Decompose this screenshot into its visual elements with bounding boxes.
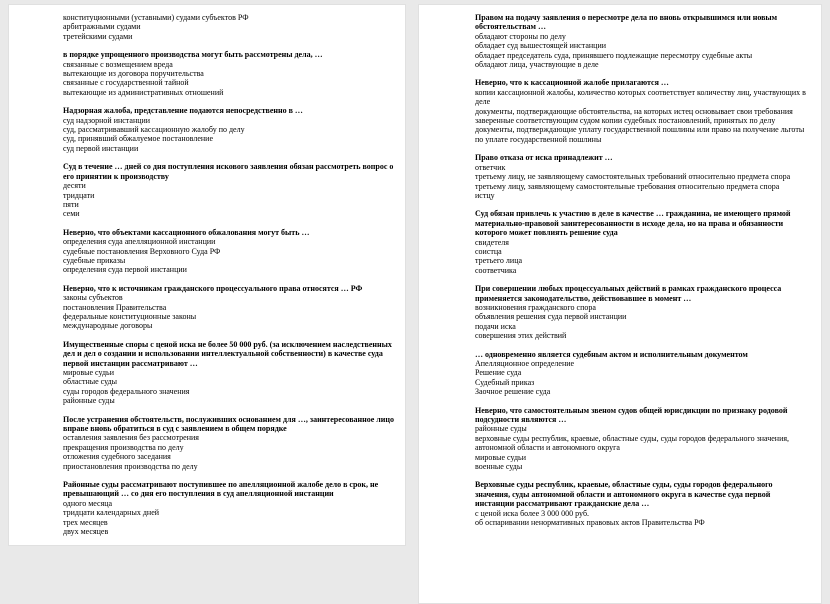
question-text: Надзорная жалоба, представление подаются непосредственно в … xyxy=(63,106,303,116)
answer-option: третейскими судами xyxy=(63,31,133,41)
question-block xyxy=(475,209,809,275)
answer-option: суд надзорной инстанции xyxy=(63,115,151,125)
answer-option: об оспаривании ненормативных правовых актов Правительства РФ xyxy=(475,518,705,528)
answer-option: приостановления производства по делу xyxy=(63,461,198,471)
answer-option: соответчика xyxy=(475,265,517,275)
answer-option: свидетеля xyxy=(475,237,509,247)
answer-option: обладает председатель суда, принявшего подлежащие пересмотру судебные акты xyxy=(475,50,753,60)
answer-option: конституционными (уставными) судами субъектов РФ xyxy=(63,13,249,22)
question-block xyxy=(63,284,395,331)
answer-option: совершения этих действий xyxy=(475,331,567,341)
answer-option: Апелляционное определение xyxy=(475,359,575,368)
answer-option: судебные постановления Верховного Суда РФ xyxy=(63,246,221,256)
answer-option: законы субъектов xyxy=(63,293,123,303)
question-block xyxy=(63,106,395,153)
question-block xyxy=(63,162,395,218)
question-text: При совершении любых процессуальных действий в рамках гражданского процесса применяется законодательство, действовавшее в момент … xyxy=(475,284,782,303)
document-page-right xyxy=(418,4,822,604)
answer-option: истцу xyxy=(475,190,495,200)
question-text: Верховные суды республик, краевые, областные суды, суды городов федерального значения, суды автономной области и автономного округа в качестве суда первой инстанции рассматривают гражданские дела … xyxy=(475,480,773,509)
question-block xyxy=(475,406,809,472)
answer-option: третьему лицу, не заявляющему самостоятельных требований относительно предмета спора xyxy=(475,172,791,182)
answer-option: с ценой иска более 3 000 000 руб. xyxy=(475,508,590,518)
answer-option: семи xyxy=(63,209,80,219)
answer-option: вытекающие из договора поручительства xyxy=(63,69,204,79)
question-block xyxy=(63,340,395,406)
answer-option: суды городов федерального значения xyxy=(63,386,190,396)
question-block xyxy=(475,13,809,69)
answer-option: подачи иска xyxy=(475,321,516,331)
answer-option: областные суды xyxy=(63,377,118,387)
answer-option: третьему лицу, заявляющему самостоятельные требования относительно предмета спора xyxy=(475,181,780,191)
answer-option: одного месяца xyxy=(63,498,113,508)
answer-option: вытекающие из административных отношений xyxy=(63,87,224,97)
answer-option: объявления решения суда первой инстанции xyxy=(475,312,627,322)
question-text: в порядке упрощенного производства могут быть рассмотрены дела, … xyxy=(63,50,323,60)
question-text: … одновременно является судебным актом и исполнительным документом xyxy=(475,349,748,359)
question-text: Неверно, что к источникам гражданского процессуального права относятся … РФ xyxy=(63,283,363,293)
question-block xyxy=(475,153,809,200)
question-block xyxy=(63,228,395,275)
answer-option: копии кассационной жалобы, количество которых соответствует количеству лиц, участвующих в деле xyxy=(475,87,806,107)
answer-option: верховные суды республик, краевые, областные суды, суды городов федерального значения, автономной области и автономного округа xyxy=(475,433,790,453)
answer-option: соистца xyxy=(475,246,502,256)
question-text: Неверно, что к кассационной жалобе прилагаются … xyxy=(475,78,669,88)
question-text: Право отказа от иска принадлежит … xyxy=(475,153,613,163)
answer-option: мировые судьи xyxy=(475,452,526,462)
question-block xyxy=(63,415,395,471)
question-block xyxy=(475,284,809,340)
answer-option: мировые судьи xyxy=(63,368,114,377)
question-text: Неверно, что объектами кассационного обжалования могут быть … xyxy=(63,227,310,237)
answer-option: обладают лица, участвующие в деле xyxy=(475,60,599,70)
answer-option: документы, подтверждающие обстоятельства, на которых истец основывает свои требования xyxy=(475,106,793,116)
answer-option: Судебный приказ xyxy=(475,377,535,387)
answer-option: возникновения гражданского спора xyxy=(475,302,596,312)
answer-option: оставления заявления без рассмотрения xyxy=(63,433,199,443)
answer-option: Заочное решение суда xyxy=(475,387,551,397)
question-text: Суд обязан привлечь к участию в деле в качестве … гражданина, не имеющего прямой материально-правовой заинтересованности в исходе дела, но на права и обязанности которого может повлиять решение суда xyxy=(475,209,791,238)
answer-option: трех месяцев xyxy=(63,517,108,527)
question-text: Районные суды рассматривают поступившее по апелляционной жалобе дело в срок, не превышающий … со дня его поступления в суд апелляционной инстанции xyxy=(63,480,379,499)
answer-option: определения суда первой инстанции xyxy=(63,265,187,275)
document-page-left xyxy=(8,4,406,546)
question-block xyxy=(63,13,395,41)
answer-option: тридцати календарных дней xyxy=(63,508,160,518)
question-text: Неверно, что самостоятельным звеном судов общей юрисдикции по признаку родовой подсудности являются … xyxy=(475,405,788,425)
question-block xyxy=(63,480,395,536)
answer-option: ответчик xyxy=(475,162,506,172)
answer-option: связанные с государственной тайной xyxy=(63,78,189,88)
answer-option: обладают стороны по делу xyxy=(475,31,566,41)
answer-option: суд, принявший обжалуемое постановление xyxy=(63,134,213,144)
answer-option: связанные с возмещением вреда xyxy=(63,59,173,69)
answer-option: районные суды xyxy=(63,396,115,406)
answer-option: документы, подтверждающие уплату государственной пошлины или право на получение льготы по уплате государственной пошлины xyxy=(475,125,805,144)
answer-option: отложения судебного заседания xyxy=(63,452,171,462)
answer-option: судебные приказы xyxy=(63,255,126,265)
answer-option: суд, рассматривавший кассационную жалобу по делу xyxy=(63,125,245,135)
question-text: После устранения обстоятельств, послуживших основанием для …, заинтересованное лицо вправе вновь обратиться в суд с заявлением в общем порядке xyxy=(63,414,395,434)
answer-option: обладает суд вышестоящей инстанции xyxy=(475,41,606,51)
answer-option: третьего лица xyxy=(475,256,523,266)
answer-option: федеральные конституционные законы xyxy=(63,311,197,321)
question-text: Суд в течение … дней со дня поступления искового заявления обязан рассмотреть вопрос о его принятии к производству xyxy=(63,162,394,181)
answer-option: прекращения производства по делу xyxy=(63,442,184,452)
answer-option: международные договоры xyxy=(63,321,153,331)
answer-option: десяти xyxy=(63,181,86,191)
answer-option: арбитражными судами xyxy=(63,22,141,32)
question-block xyxy=(475,78,809,144)
answer-option: постановления Правительства xyxy=(63,302,167,312)
question-block xyxy=(475,480,809,527)
answer-option: определения суда апелляционной инстанции xyxy=(63,237,216,247)
answer-option: двух месяцев xyxy=(63,527,109,537)
answer-option: суд первой инстанции xyxy=(63,143,139,153)
question-block xyxy=(475,350,809,397)
question-text: Имущественные споры с ценой иска не более 50 000 руб. (за исключением наследственных дел и дел о создании и использовании интеллектуальной собственности) в качестве суда первой инстанции рассматривают … xyxy=(63,339,392,368)
question-text: Правом на подачу заявления о пересмотре дела по вновь открывшимся или новым обстоятельствам … xyxy=(475,13,778,32)
answer-option: военные суды xyxy=(475,462,523,472)
answer-option: районные суды xyxy=(475,424,527,434)
answer-option: заверенные соответствующим судом копии судебных постановлений, принятых по делу xyxy=(475,116,776,126)
answer-option: Решение суда xyxy=(475,368,522,378)
answer-option: тридцати xyxy=(63,190,95,200)
question-block xyxy=(63,50,395,97)
answer-option: пяти xyxy=(63,199,79,209)
